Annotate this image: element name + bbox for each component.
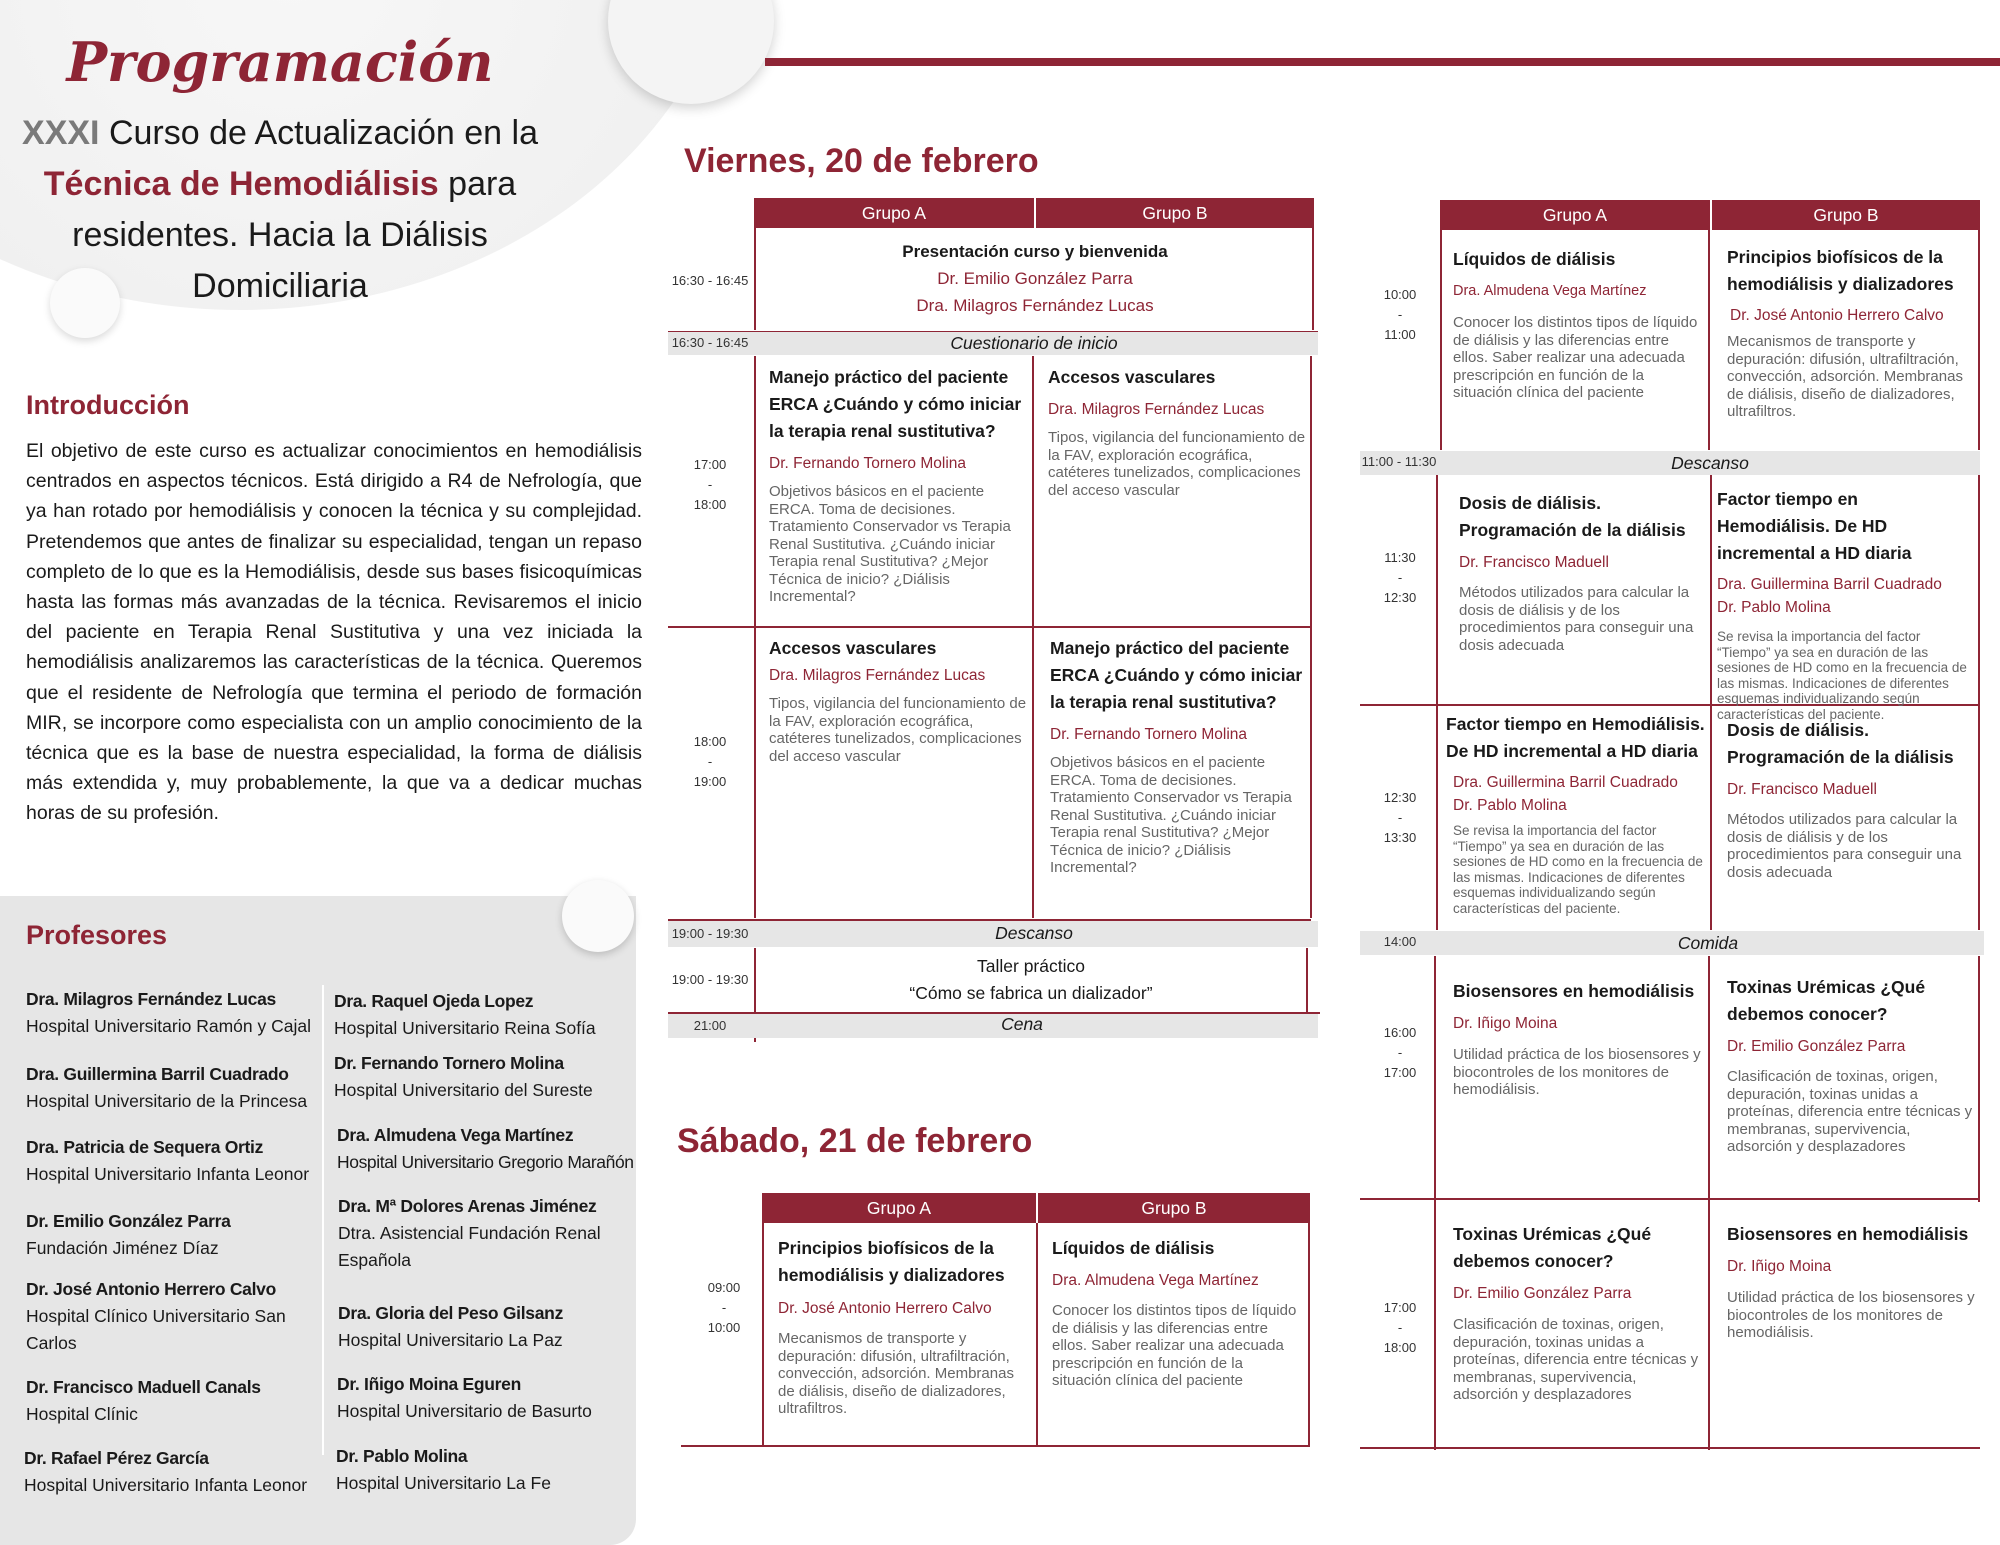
session-description: Tipos, vigilancia del funcionamiento de la FAV, exploración ecográfica, catéteres tunelizados, complicaciones del acceso vascular (769, 695, 1027, 765)
prof-entry (338, 1193, 628, 1274)
prof-entry (24, 1445, 307, 1499)
grid-line (1360, 1198, 1980, 1200)
prof-entry (334, 1050, 593, 1104)
session-description: Tipos, vigilancia del funcionamiento de la FAV, exploración ecográfica, catéteres tunelizados, complicaciones del acceso vascular (1048, 429, 1306, 499)
session-speaker: Dr. Emilio González Parra (1453, 1285, 1632, 1302)
title-part2: para residentes. Hacia la Diálisis Domiciliaria (72, 165, 517, 305)
time-label: 16:00 - 17:00 (1383, 1025, 1417, 1080)
grid-line (1710, 474, 1712, 930)
group-a-label: Grupo A (1542, 205, 1608, 225)
prof-name: Dra. Guillermina Barril Cuadrado (26, 1064, 289, 1084)
grid-line (1312, 228, 1314, 330)
session-title: Manejo práctico del paciente ERCA ¿Cuándo y cómo iniciar la terapia renal sustitutiva? (1050, 638, 1303, 712)
sabado-cont-group-header (1440, 200, 1980, 230)
prof-name: Dr. Rafael Pérez García (24, 1448, 209, 1468)
prof-name: Dra. Gloria del Peso Gilsanz (338, 1303, 564, 1323)
prof-hospital: Hospital Universitario del Sureste (334, 1080, 593, 1100)
prof-hospital: Hospital Universitario de Basurto (337, 1401, 592, 1421)
prof-name: Dr. Pablo Molina (336, 1446, 468, 1466)
session-speaker: Dr. Fernando Tornero Molina (1050, 726, 1248, 743)
prof-name: Dra. Patricia de Sequera Ortiz (26, 1137, 264, 1157)
session-description: Objetivos básicos en el paciente ERCA. Toma de decisiones. Tratamiento Conservador vs Terapia Renal Sustitutiva. ¿Cuándo iniciar Terapia renal Sustitutiva? ¿Mejor Técnica de inicio? ¿Diálisis Incremental? (1050, 754, 1292, 876)
time-label: 17:00 - 18:00 (1383, 1300, 1417, 1355)
session-cell (1727, 717, 1977, 881)
prof-hospital: Hospital Clínico Universitario San Carlos (26, 1306, 286, 1353)
grid-line (1708, 230, 1710, 450)
time-label: 18:00 - 19:00 (693, 734, 727, 789)
prof-name: Dr. Fernando Tornero Molina (334, 1053, 564, 1073)
session-cell (1727, 1221, 1977, 1342)
time-label: 10:00 - 11:00 (1383, 287, 1417, 342)
session-speaker: Dr. Emilio González Parra (937, 269, 1133, 288)
time-label: 16:30 - 16:45 (671, 273, 749, 288)
session-title: Accesos vasculares (1048, 367, 1216, 387)
grid-line (1310, 356, 1312, 918)
grid-line (1978, 956, 1980, 1202)
session-cell (1727, 244, 1977, 421)
time-label: 21:00 (693, 1018, 727, 1033)
session-title: Principios biofísicos de la hemodiálisis y dializadores (1727, 247, 1954, 294)
session-title: Toxinas Urémicas ¿Qué debemos conocer? (1727, 977, 1926, 1024)
band-label: Cena (1001, 1014, 1043, 1034)
session-description: Clasificación de toxinas, origen, depuración, toxinas unidas a proteínas, diferencia entre técnicas y membranas, supervivencia, adsorción y desplazadores (1453, 1316, 1699, 1403)
session-description: Métodos utilizados para calcular la dosis de diálisis y de los procedimientos para conseguir una dosis adecuada (1459, 584, 1694, 654)
grid-line (1308, 1223, 1310, 1447)
prof-entry (26, 1061, 307, 1115)
intro-body: El objetivo de este curso es actualizar conocimientos en hemodiálisis centrados en aspectos técnicos. Está dirigido a R4 de Nefrología, que ya han rotado por hemodiálisis y conocen la técnica y su complejidad. Pretendemos que antes de finalizar su especialidad, tengan un repaso completo de lo que es la Hemodiálisis, desde sus bases fisicoquímicas hasta las formas más avanzadas de la técnica. Revisaremos el inicio del paciente en Terapia Renal Sustitutiva y una vez iniciada la hemodiálisis analizaremos las características de la técnica. Queremos que el residente de Nefrología que termina el periodo de formación MIR, se incorpore como especialista con un amplio conocimiento de la técnica que es la base de nuestra especialidad, la forma de diálisis más extendida y, muy probablemente, la que va a dedicar muchas horas de su profesión. (26, 440, 642, 825)
workshop-session (756, 953, 1306, 1007)
session-title: Factor tiempo en Hemodiálisis. De HD incremental a HD diaria (1446, 714, 1705, 761)
profesores-divider (322, 985, 324, 1455)
session-speaker: Dr. José Antonio Herrero Calvo (778, 1300, 992, 1317)
session-cell (1717, 486, 1975, 722)
viernes-heading: Viernes, 20 de febrero (684, 142, 1039, 180)
prof-name: Dr. Francisco Maduell Canals (26, 1377, 261, 1397)
session-description: Utilidad práctica de los biosensores y biocontroles de los monitores de hemodiálisis. (1453, 1046, 1701, 1098)
time-label: 09:00 - 10:00 (707, 1280, 741, 1335)
grid-line (1436, 474, 1438, 930)
grid-line (668, 626, 1311, 628)
session-description: Conocer los distintos tipos de líquido de diálisis y las diferencias entre ellos. Saber realizar una adecuada prescripción en función de la situación clínica del paciente (1453, 314, 1698, 401)
session-speaker: Dra. Guillermina Barril Cuadrado (1717, 576, 1942, 593)
session-cell (1052, 1235, 1302, 1390)
group-a-label: Grupo A (861, 203, 927, 223)
group-b-label: Grupo B (1141, 1198, 1207, 1218)
session-speaker: Dra. Almudena Vega Martínez (1052, 1272, 1259, 1289)
prof-entry (336, 1443, 551, 1497)
grid-line (1036, 1223, 1038, 1447)
prof-hospital: Hospital Universitario Infanta Leonor (24, 1475, 308, 1495)
title-highlight: Técnica de Hemodiálisis (43, 165, 439, 203)
session-speaker: Dra. Milagros Fernández Lucas (1048, 401, 1265, 418)
session-speaker: Dr. José Antonio Herrero Calvo (1730, 307, 1944, 324)
session-speaker: Dr. Iñigo Moina (1453, 1015, 1558, 1032)
session-title: Principios biofísicos de la hemodiálisis y dializadores (778, 1238, 1005, 1285)
prof-name: Dr. José Antonio Herrero Calvo (26, 1279, 276, 1299)
session-description: Mecanismos de transporte y depuración: difusión, ultrafiltración, convección, adsorción. Membranas de diálisis, diseño de dializadores, ultrafiltros. (1727, 333, 1963, 420)
grid-line (681, 1445, 1310, 1447)
prof-entry (337, 1122, 634, 1176)
decor-circle-prof (562, 880, 634, 952)
session-title: Toxinas Urémicas ¿Qué debemos conocer? (1453, 1224, 1652, 1271)
session-title: Líquidos de diálisis (1453, 249, 1616, 269)
prof-name: Dra. Milagros Fernández Lucas (26, 989, 276, 1009)
prof-entry (26, 1276, 316, 1357)
prof-name: Dra. Raquel Ojeda Lopez (334, 991, 534, 1011)
session-cell (1446, 711, 1708, 916)
grid-line (1032, 356, 1034, 918)
sabado-heading: Sábado, 21 de febrero (677, 1122, 1033, 1160)
grid-line (1360, 1447, 1980, 1449)
prof-name: Dra. Almudena Vega Martínez (337, 1125, 574, 1145)
sabado-group-header (762, 1193, 1310, 1223)
prof-hospital: Hospital Universitario Gregorio Marañón (337, 1152, 634, 1172)
session-speaker: Dr. Francisco Maduell (1727, 781, 1877, 798)
session-title: Presentación curso y bienvenida (902, 242, 1168, 261)
band-label: Descanso (995, 923, 1073, 943)
session-speaker: Dra. Guillermina Barril Cuadrado (1453, 774, 1678, 791)
group-b-label: Grupo B (1142, 203, 1208, 223)
session-cell (778, 1235, 1032, 1418)
session-description: Métodos utilizados para calcular la dosis de diálisis y de los procedimientos para conseguir una dosis adecuada (1727, 811, 1962, 881)
band-label: Cuestionario de inicio (950, 333, 1118, 353)
session-cell (1453, 978, 1705, 1099)
intro-heading: Introducción (26, 390, 190, 420)
course-title (20, 108, 540, 312)
session-speaker: Dr. Fernando Tornero Molina (769, 455, 967, 472)
session-speaker: Dr. Francisco Maduell (1459, 554, 1609, 571)
time-label: 12:30 - 13:30 (1383, 790, 1417, 845)
session-speaker: Dr. Pablo Molina (1453, 797, 1567, 814)
session-cell (1050, 635, 1308, 877)
session-title: Dosis de diálisis. Programación de la diálisis (1727, 720, 1954, 767)
group-a-label: Grupo A (866, 1198, 932, 1218)
viernes-group-header (754, 198, 1314, 228)
prof-hospital: Hospital Universitario de la Princesa (26, 1091, 308, 1111)
session-description: Mecanismos de transporte y depuración: difusión, ultrafiltración, convección, adsorción. Membranas de diálisis, diseño de dializadores, ultrafiltros. (778, 1330, 1014, 1417)
prof-entry (337, 1371, 592, 1425)
prof-entry (26, 1208, 231, 1262)
prof-hospital: Hospital Universitario La Paz (338, 1330, 563, 1350)
session-cell (1453, 1221, 1705, 1404)
session-cell (769, 635, 1027, 765)
session-title: Líquidos de diálisis (1052, 1238, 1215, 1258)
grid-line (754, 356, 756, 918)
session-cell (1459, 490, 1707, 654)
script-title: Programación (66, 30, 494, 94)
session-title: Dosis de diálisis. Programación de la diálisis (1459, 493, 1686, 540)
session-title: Factor tiempo en Hemodiálisis. De HD incremental a HD diaria (1717, 489, 1912, 563)
group-b-label: Grupo B (1813, 205, 1879, 225)
prof-entry (26, 1134, 309, 1188)
grid-line (1978, 474, 1980, 930)
session-title: Accesos vasculares (769, 638, 937, 658)
prof-entry (26, 1374, 261, 1428)
title-roman: XXXI (22, 114, 100, 152)
prof-name: Dr. Emilio González Parra (26, 1211, 231, 1231)
session-description: Clasificación de toxinas, origen, depuración, toxinas unidas a proteínas, diferencia entre técnicas y membranas, supervivencia, adsorción y desplazadores (1727, 1068, 1973, 1155)
title-part1: Curso de Actualización en la (99, 114, 538, 152)
session-description: Se revisa la importancia del factor “Tiempo” ya sea en duración de las sesiones de HD como en la frecuencia de las mismas. Indicaciones de diferentes esquemas individualizando según características del paciente. (1453, 823, 1703, 916)
band-label: Descanso (1671, 453, 1749, 473)
time-label: 17:00 - 18:00 (693, 457, 727, 512)
workshop-line1: Taller práctico (977, 956, 1085, 976)
session-cell (1453, 246, 1705, 402)
prof-hospital: Hospital Clínic (26, 1404, 138, 1424)
prof-entry (334, 988, 596, 1042)
grid-line (754, 228, 756, 330)
session-speaker: Dr. Emilio González Parra (1727, 1038, 1906, 1055)
prof-hospital: Hospital Universitario Reina Sofía (334, 1018, 596, 1038)
session-description: Objetivos básicos en el paciente ERCA. Toma de decisiones. Tratamiento Conservador vs Terapia Renal Sustitutiva. ¿Cuándo iniciar Terapia renal Sustitutiva? ¿Mejor Técnica de inicio? ¿Diálisis Incremental? (769, 483, 1011, 605)
grid-line (1708, 956, 1710, 1450)
prof-hospital: Hospital Universitario Infanta Leonor (26, 1164, 310, 1184)
session-speaker: Dra. Milagros Fernández Lucas (916, 296, 1154, 315)
session-title: Manejo práctico del paciente ERCA ¿Cuándo y cómo iniciar la terapia renal sustitutiva? (769, 367, 1022, 441)
session-speaker: Dr. Iñigo Moina (1727, 1258, 1832, 1275)
session-speaker: Dra. Milagros Fernández Lucas (769, 667, 986, 684)
grid-line (1978, 230, 1980, 450)
prof-hospital: Hospital Universitario La Fe (336, 1473, 551, 1493)
session-speaker: Dr. Pablo Molina (1717, 599, 1831, 616)
profesores-heading: Profesores (26, 920, 168, 950)
time-label: 11:00 - 11:30 (1361, 454, 1437, 469)
time-label: 14:00 (1383, 934, 1417, 949)
welcome-session (760, 238, 1310, 319)
time-label: 16:30 - 16:45 (671, 335, 749, 350)
time-label: 11:30 - 12:30 (1383, 550, 1417, 605)
band-label: Comida (1677, 933, 1739, 953)
session-speaker: Dra. Almudena Vega Martínez (1453, 283, 1647, 299)
grid-line (1306, 948, 1308, 1014)
session-description: Conocer los distintos tipos de líquido de diálisis y las diferencias entre ellos. Saber realizar una adecuada prescripción en función de la situación clínica del paciente (1052, 1302, 1297, 1389)
time-label: 19:00 - 19:30 (671, 926, 749, 941)
prof-entry (26, 986, 311, 1040)
prof-entry (338, 1300, 563, 1354)
session-title: Biosensores en hemodiálisis (1453, 981, 1695, 1001)
time-label: 19:00 - 19:30 (671, 972, 749, 987)
workshop-line2: “Cómo se fabrica un dializador” (909, 983, 1153, 1003)
session-title: Biosensores en hemodiálisis (1727, 1224, 1969, 1244)
prof-hospital: Fundación Jiménez Díaz (26, 1238, 219, 1258)
prof-name: Dra. Mª Dolores Arenas Jiménez (338, 1196, 597, 1216)
prof-hospital: Hospital Universitario Ramón y Cajal (26, 1016, 311, 1036)
session-cell (1048, 364, 1306, 499)
session-cell (769, 364, 1027, 606)
prof-hospital: Dtra. Asistencial Fundación Renal Española (338, 1223, 601, 1270)
session-description: Se revisa la importancia del factor “Tiempo” ya sea en duración de las sesiones de HD como en la frecuencia de las mismas. Indicaciones de diferentes esquemas individualizando según características del paciente. (1717, 629, 1967, 722)
prof-name: Dr. Iñigo Moina Eguren (337, 1374, 521, 1394)
decor-top-line (765, 58, 2000, 66)
session-cell (1727, 974, 1977, 1156)
session-description: Utilidad práctica de los biosensores y biocontroles de los monitores de hemodiálisis. (1727, 1289, 1975, 1341)
